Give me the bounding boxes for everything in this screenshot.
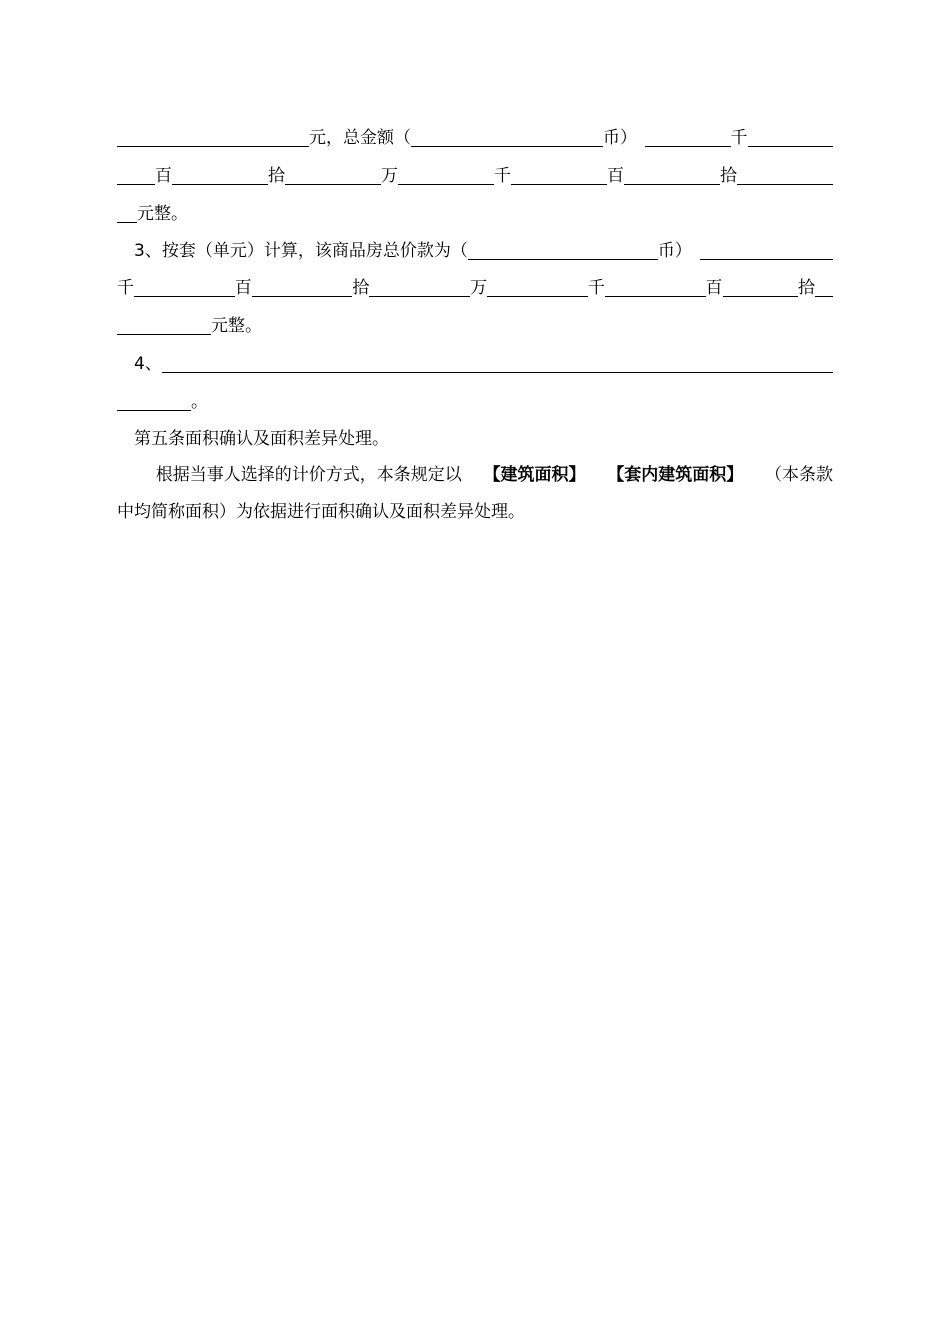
item-3-line-3 [117, 314, 833, 338]
blank-field[interactable] [117, 334, 211, 335]
blank-field[interactable] [645, 146, 731, 147]
text-bai: 百 [705, 278, 723, 298]
text-currency: 币） [603, 128, 637, 148]
blank-field[interactable] [398, 184, 494, 185]
text-bai: 百 [234, 278, 252, 298]
text-qian: 千 [730, 128, 748, 148]
price-line-1 [117, 126, 833, 150]
blank-field[interactable] [748, 146, 834, 147]
option-building-area: 【建筑面积】 [483, 465, 586, 485]
text-bai: 百 [607, 166, 624, 186]
blank-field[interactable] [285, 184, 381, 185]
item-4-line-1 [117, 352, 833, 376]
blank-field[interactable] [700, 259, 833, 260]
item-4-text: 4、 [134, 354, 162, 374]
item-3-text: 3、按套（单元）计算，该商品房总价款为（ [134, 241, 468, 261]
item-3-line-1 [117, 239, 833, 263]
text-wan: 万 [381, 166, 398, 186]
para-text: 根据当事人选择的计价方式，本条规定以 [155, 465, 462, 485]
article-5-para-line-1 [117, 463, 833, 487]
text-shi: 拾 [798, 278, 816, 298]
text-shi: 拾 [352, 278, 370, 298]
blank-field[interactable] [369, 296, 470, 297]
text-yuan-total: 元，总金额（ [309, 128, 411, 148]
text-qian: 千 [117, 278, 134, 298]
text-yuan-zheng: 元整。 [211, 316, 262, 336]
article-5-heading [117, 427, 833, 451]
blank-field[interactable] [511, 184, 607, 185]
text-qian: 千 [587, 278, 605, 298]
text-shi: 拾 [720, 166, 737, 186]
price-line-2 [117, 164, 833, 188]
article-5-title: 第五条面积确认及面积差异处理。 [134, 429, 389, 449]
blank-field[interactable] [134, 296, 235, 297]
blank-field[interactable] [172, 184, 268, 185]
text-wan: 万 [470, 278, 488, 298]
text-yuan-zheng: 元整。 [137, 204, 188, 224]
price-line-3 [117, 202, 833, 226]
blank-field[interactable] [487, 296, 588, 297]
blank-field[interactable] [117, 146, 309, 147]
blank-field[interactable] [117, 410, 191, 411]
text-period: 。 [191, 392, 208, 412]
article-5-para-line-2 [117, 500, 833, 524]
text-shi: 拾 [268, 166, 285, 186]
blank-field[interactable] [162, 372, 833, 373]
para-text: （本条款 [765, 465, 833, 485]
blank-field[interactable] [624, 184, 720, 185]
blank-field[interactable] [117, 184, 155, 185]
text-currency: 币） [657, 241, 692, 261]
blank-field[interactable] [411, 146, 603, 147]
item-3-line-2 [117, 276, 833, 300]
para-text: 中均简称面积）为依据进行面积确认及面积差异处理。 [117, 502, 525, 522]
blank-field[interactable] [605, 296, 706, 297]
blank-field[interactable] [723, 296, 799, 297]
blank-field[interactable] [252, 296, 353, 297]
text-qian: 千 [494, 166, 511, 186]
blank-field[interactable] [117, 222, 137, 223]
item-4-line-2 [117, 390, 833, 414]
blank-field[interactable] [737, 184, 833, 185]
option-inner-area: 【套内建筑面积】 [607, 465, 744, 485]
text-bai: 百 [155, 166, 172, 186]
blank-field[interactable] [815, 296, 833, 297]
blank-field[interactable] [468, 259, 658, 260]
